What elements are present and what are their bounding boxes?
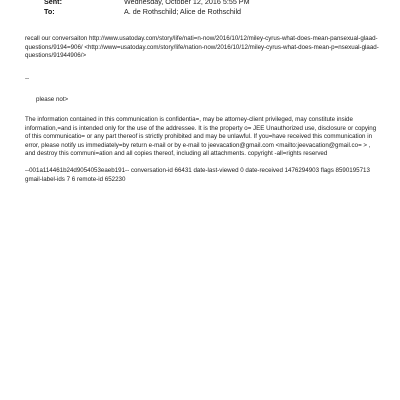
- to-recipients: A. de Rothschild; Alice de Rothschild: [124, 6, 242, 16]
- message-metadata: --001a114461b24d9054053eaeb191-- conversation-id 66431 date-last-viewed 0 date-received 1476294903 flags 8590195713 gmail-label-ids 7 6 remote-id 652230: [25, 166, 370, 183]
- sent-row: [44, 0, 384, 7]
- sent-date: Wednesday, October 12, 2016 5:55 PM: [124, 0, 250, 6]
- sent-label: Sent:: [44, 0, 62, 6]
- please-not-line: please not>: [36, 96, 69, 104]
- email-body: [25, 35, 380, 184]
- to-row: [44, 7, 384, 17]
- separator-dashes: --: [25, 74, 30, 82]
- confidentiality-disclaimer: The information contained in this communication is confidentia=, may be attorney-client privileged, may constitute inside information,=and is intended only for the use of the addressee. It is the property o= JEE Unauthorized use, disclosure or copying of this communicatio= or any part thereof is strictly prohibited and may be unlawful. If you=have received this communication in error, please notify us immediately=by return e-mail or by e-mail to jeevacation@gmail.com <mailto:jeevacation@gmail.co= > , and destroy this communi=ation and all copies thereof, including all attachments. copyright -all=rights reserved: [25, 115, 377, 158]
- email-header: [44, 0, 384, 16]
- conversation-line: recall our conversaiton http://www.usatoday.com/story/life/nati=n-now/2016/10/12/miley-cyrus-what-does-mean-pansexual-glaad-questions/9194=906/ <http://www=usatoday.com/story/life/nation-now/2016/10/12/miley-cyrus-what-does-mean-p=nsexual-glaad-questions/91944906/>: [25, 35, 379, 60]
- to-label: To:: [44, 6, 55, 16]
